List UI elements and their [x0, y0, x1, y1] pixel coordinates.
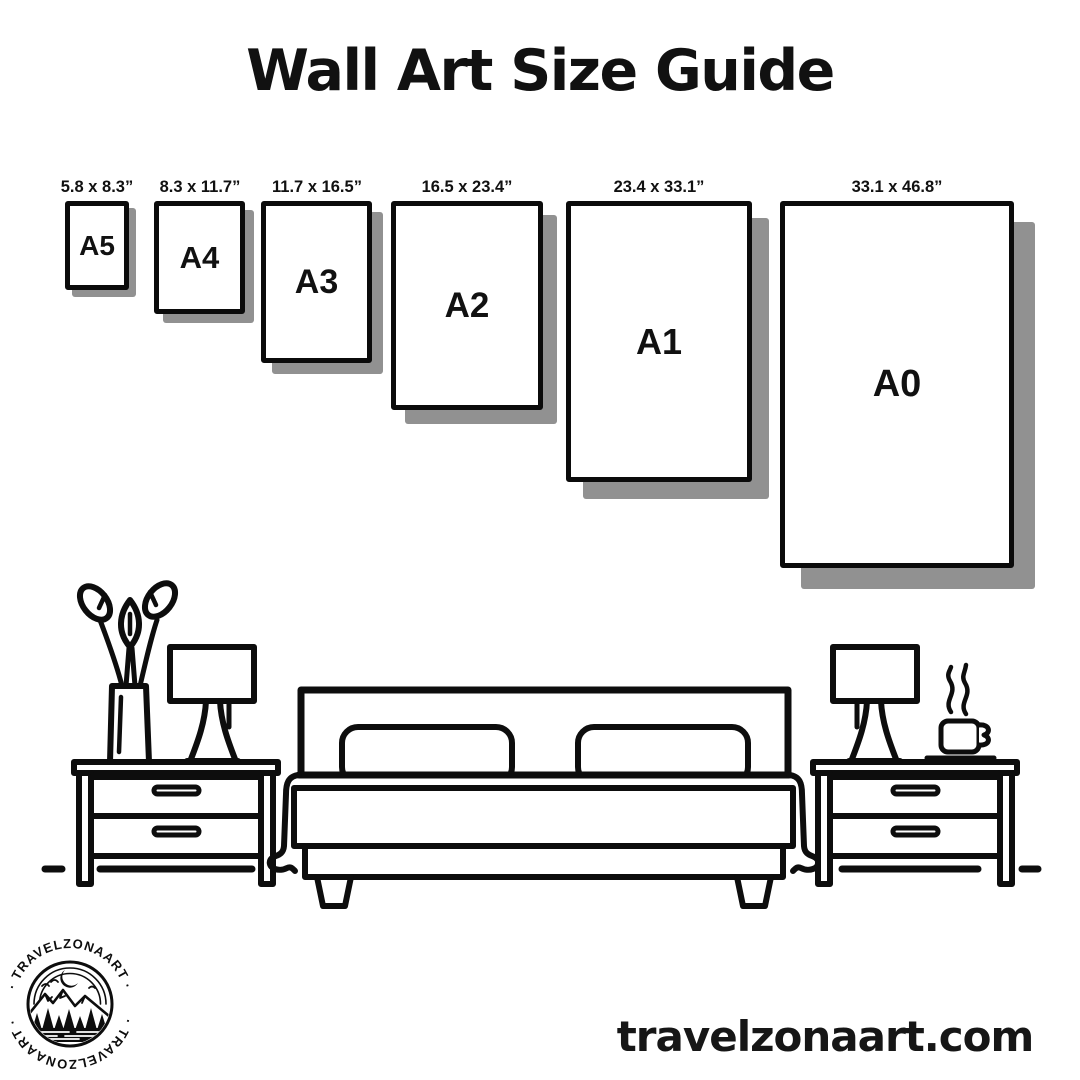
size-letter-a1: A1 [635, 320, 683, 362]
logo-text-bottom: · TRAVELZONAART · [4, 1016, 136, 1073]
size-letter-a2: A2 [444, 285, 490, 325]
plant-vase [74, 578, 181, 762]
dimension-label-a1: 23.4 x 33.1” [613, 178, 705, 196]
size-letter-a4: A4 [179, 239, 220, 275]
steam-icon [948, 667, 952, 712]
size-letter-a0: A0 [872, 363, 922, 405]
bed-leg-right [737, 877, 771, 906]
bed [270, 690, 818, 906]
dimension-label-a5: 5.8 x 8.3” [60, 178, 134, 196]
size-letter-a5: A5 [79, 229, 115, 261]
dimension-label-a3: 11.7 x 16.5” [272, 178, 362, 196]
table-lamp-left [170, 647, 254, 761]
dimension-label-a0: 33.1 x 46.8” [851, 178, 943, 196]
travelzonaart-logo-badge [3, 926, 137, 1080]
dimension-label-a4: 8.3 x 11.7” [159, 178, 241, 196]
table-lamp-right [833, 647, 917, 761]
coffee-cup [927, 665, 994, 758]
website-url: travelzonaart.com [616, 1012, 1034, 1061]
page-title: Wall Art Size Guide [246, 38, 834, 104]
size-letter-a3: A3 [294, 262, 339, 301]
logo-text-top: · TRAVELZONAART · [4, 935, 136, 992]
dimension-label-a2: 16.5 x 23.4” [421, 178, 513, 196]
bed-leg-left [317, 877, 351, 906]
steam-icon [963, 665, 967, 714]
